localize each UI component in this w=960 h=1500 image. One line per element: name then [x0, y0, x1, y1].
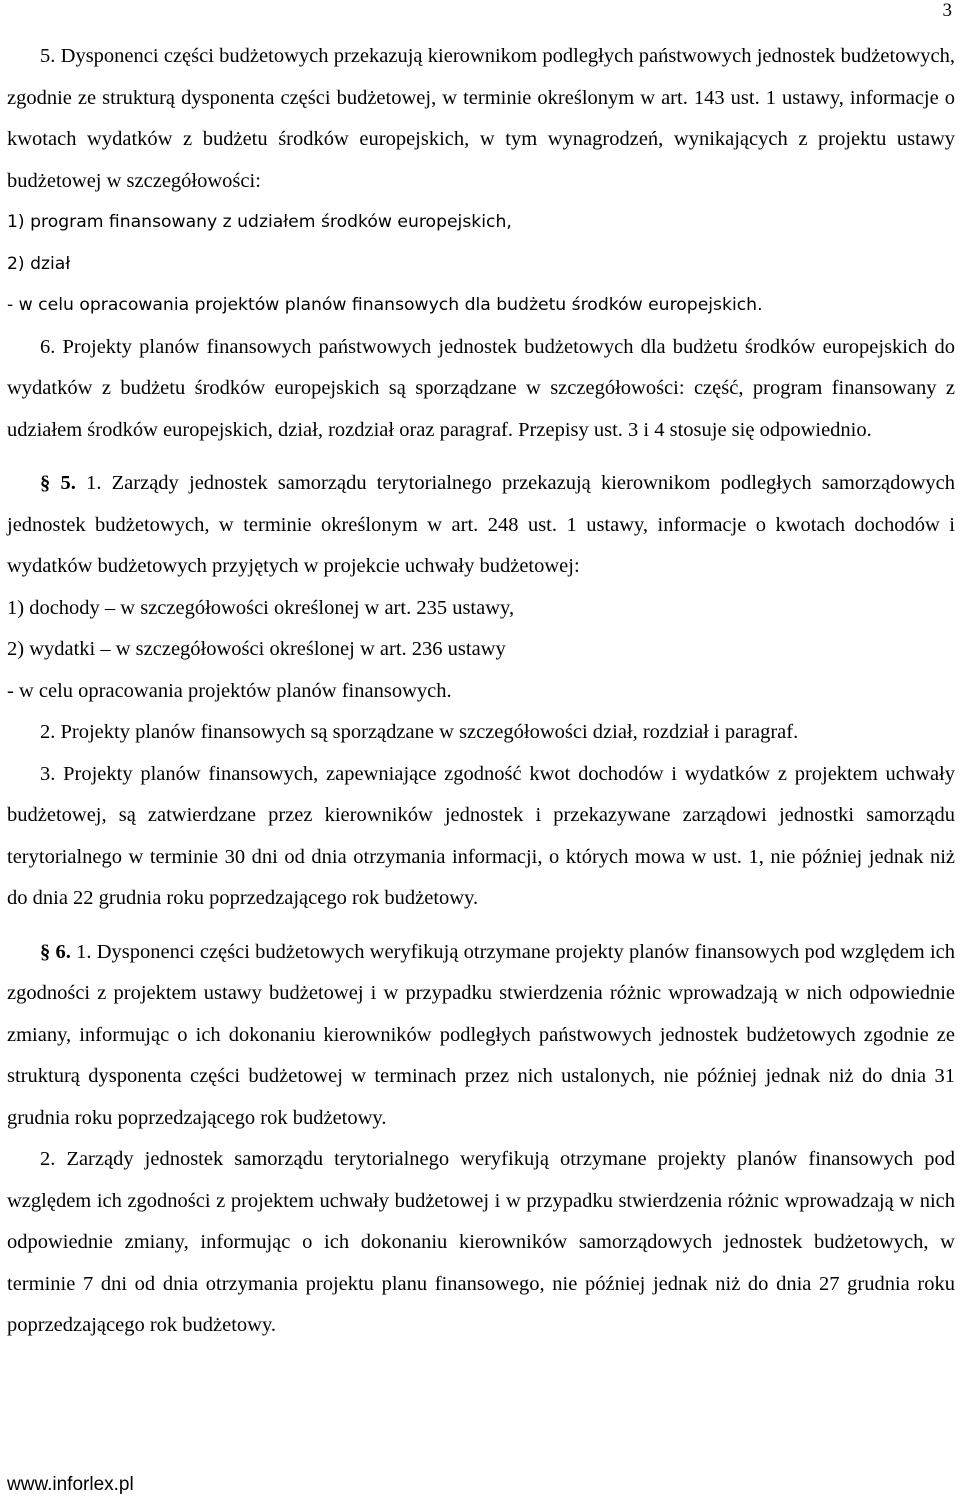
section-5-ust1	[7, 463, 955, 588]
section-5-number: § 5.	[40, 472, 76, 494]
page-number: 3	[942, 0, 952, 21]
footer-url: www.inforlex.pl	[7, 1474, 134, 1495]
section-6-number: § 6.	[40, 940, 71, 963]
section-6-ust1-text: 1. Dysponenci części budżetowych weryfikują otrzymane projekty planów finansowych pod względem ich zgodności z projektem ustawy budżetowej i w przypadku stwierdzenia różnic wprowadzają w nich odpowiednie zmiany, informując o ich dokonaniu kierowników podległych państwowych jednostek budżetowych zgodnie ze strukturą dysponenta części budżetowej w terminach przez nich ustalonych, nie później jednak niż do dnia 31 grudnia roku poprzedzającego rok budżetowy.	[7, 940, 956, 1129]
paragraph-art4-ust6: 6. Projekty planów finansowych państwowych jednostek budżetowych dla budżetu środków europejskich do wydatków z budżetu środków europejskich są sporządzane w szczegółowości: część, program finansowany z udziałem środków europejskich, dział, rozdział oraz paragraf. Przepisy ust. 3 i 4 stosuje się odpowiednio.	[7, 335, 955, 441]
list-item-dzial: 2) dział	[7, 253, 71, 274]
paragraph-art4-ust5: 5. Dysponenci części budżetowych przekazują kierownikom podległych państwowych jednostek budżetowych, zgodnie ze strukturą dysponenta części budżetowej, w terminie określonym w art. 143 ust. 1 ustawy, informacje o kwotach wydatków z budżetu środków europejskich, w tym wynagrodzeń, wynikających z projektu ustawy budżetowej w szczegółowości:	[7, 45, 955, 192]
paragraph-purpose-plans: - w celu opracowania projektów planów finansowych.	[7, 679, 452, 702]
list-item-program: 1) program finansowany z udziałem środków europejskich,	[7, 212, 512, 232]
document-body	[7, 36, 955, 1347]
list-item-wydatki: 2) wydatki – w szczegółowości określonej w art. 236 ustawy	[7, 638, 506, 660]
section-6-ust1	[7, 932, 955, 1140]
section-5-ust2: 2. Projekty planów finansowych są sporządzane w szczegółowości dział, rozdział i paragraf.	[40, 721, 799, 743]
paragraph-purpose-european: - w celu opracowania projektów planów finansowych dla budżetu środków europejskich.	[7, 295, 763, 315]
list-item-dochody: 1) dochody – w szczegółowości określonej w art. 235 ustawy,	[7, 596, 515, 619]
section-5-ust3: 3. Projekty planów finansowych, zapewniające zgodność kwot dochodów i wydatków z projektem uchwały budżetowej, są zatwierdzane przez kierowników jednostek i przekazywane zarządowi jednostki samorządu terytorialnego w terminie 30 dni od dnia otrzymania informacji, o których mowa w ust. 1, nie później jednak niż do dnia 22 grudnia roku poprzedzającego rok budżetowy.	[7, 762, 955, 909]
section-5-ust1-text: 1. Zarządy jednostek samorządu terytorialnego przekazują kierownikom podległych samorządowych jednostek budżetowych, w terminie określonym w art. 248 ust. 1 ustawy, informacje o kwotach dochodów i wydatków budżetowych przyjętych w projekcie uchwały budżetowej:	[7, 472, 956, 577]
section-6-ust2: 2. Zarządy jednostek samorządu terytorialnego weryfikują otrzymane projekty planów finansowych pod względem ich zgodności z projektem uchwały budżetowej i w przypadku stwierdzenia różnic wprowadzają w nich odpowiednie zmiany, informując o ich dokonaniu kierowników samorządowych jednostek budżetowych, w terminie 7 dni od dnia otrzymania projektu planu finansowego, nie później jednak niż do dnia 27 grudnia roku poprzedzającego rok budżetowy.	[7, 1148, 955, 1336]
